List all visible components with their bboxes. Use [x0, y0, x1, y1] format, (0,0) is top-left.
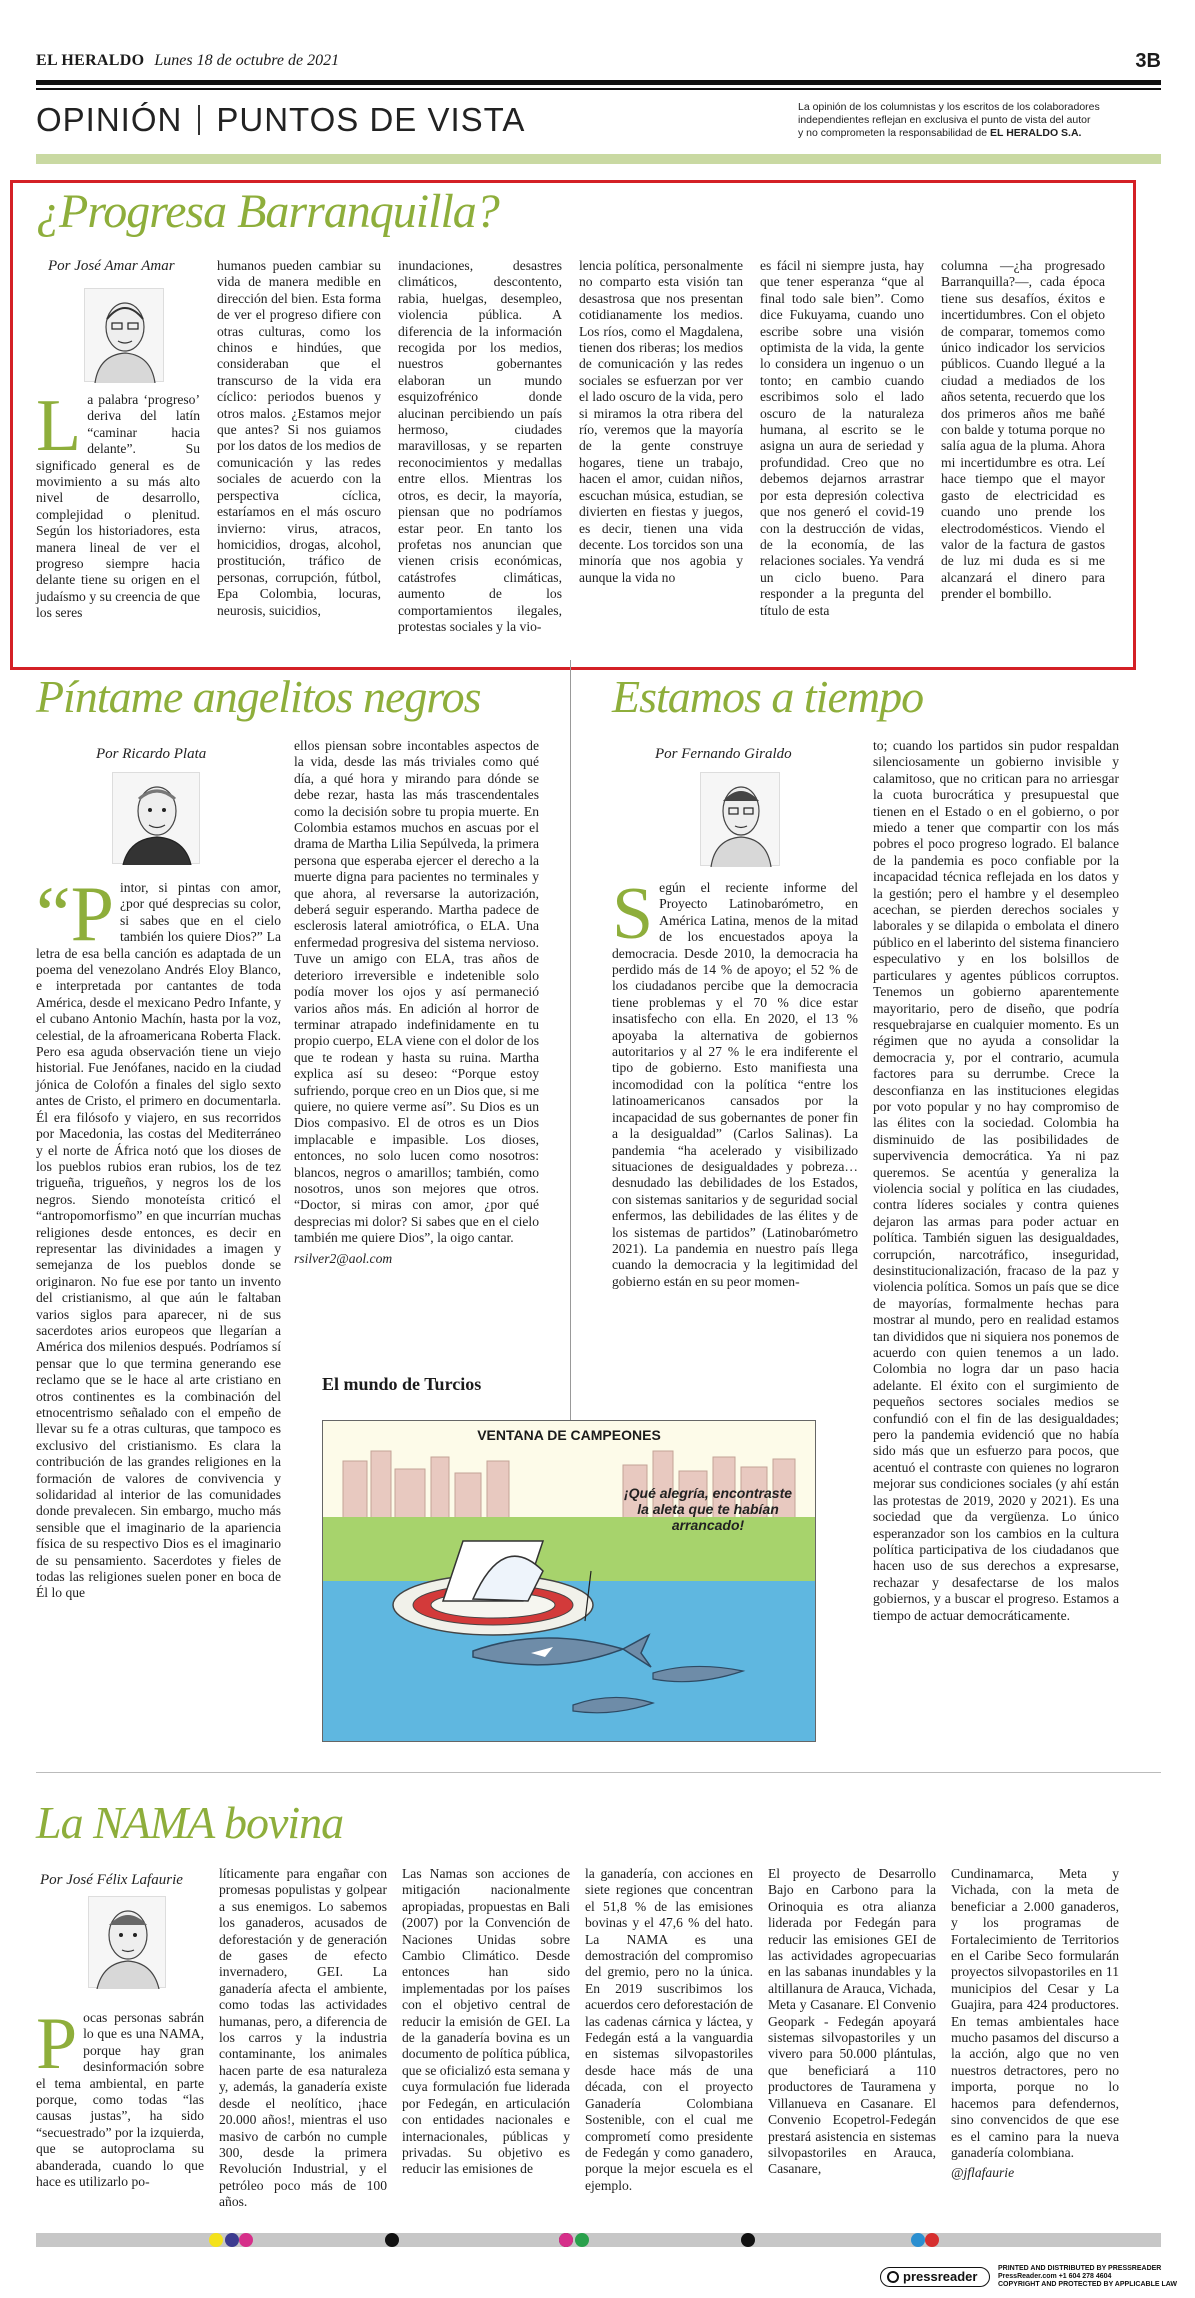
drop-cap: S: [612, 873, 654, 955]
article-column: [36, 385, 200, 622]
article-column: es fácil ni siempre justa, hay que tener esperanza “que al final todo sale bien”. Como dice Fukuyama, cuando uno escribe sobre una visión optimista de la vida, la gente lo considera un ingenuo o un tonto; en cambio cuando escribimos solo el lado oscuro de la naturaleza humana, al escrito se le asigna un aura de seriedad y profundidad. Creo que no debemos dejarnos arrastrar por esta depresión colectiva que nos generó el covid-19 con la destrucción de vidas, de la economía, de las relaciones sociales. Ya vendrá un ciclo bueno. Para responder a la pregunta del título de esta: [760, 258, 924, 618]
article-byline: Por Fernando Giraldo: [655, 746, 792, 762]
color-registration-strip: [36, 2233, 1161, 2247]
article-column: [294, 738, 539, 1267]
newspaper-brand: EL HERALDO: [36, 52, 145, 69]
drop-cap: L: [36, 385, 82, 467]
section-green-bar: [36, 154, 1161, 164]
portrait-sketch-icon: [701, 773, 781, 867]
author-portrait: [700, 772, 780, 866]
pressreader-badge: [880, 2265, 1178, 2289]
cartoon-panel-title: VENTANA DE CAMPEONES: [477, 1427, 661, 1443]
pressreader-info: [998, 2265, 1177, 2289]
drop-cap: P: [36, 2003, 78, 2085]
column-text: egún el reciente informe del Proyecto Latinobarómetro, en América Latina, menos de la mitad de los encuestados apoya la democracia. Desde 2010, la democracia ha perdido más de 14 % de apoyo; el 52 % de los ciudadanos percibe que la democracia tiene problemas y el 70 % dice estar insatisfecho con ella. En 2020, el 13 % apoyaba la alternativa de gobiernos autoritarios y al 27 % le era indiferente el tipo de gobierno. Esto manifiesta una incomodidad con la política “entre los latinoamericanos cansados por la incapacidad de sus gobernantes de poner fin a la desigualdad” (Carlos Salinas). La pandemia “ha acelerado y visibilizado situaciones de desigualdades y pobreza…desnudado las debilidades de los Estados, con sistemas sanitarios y de seguridad social enfermos, las debilidades de las élites y de los sistemas de partidos” (Latinobarómetro 2021). La pandemia en nuestro país llega cuando la democracia y la legitimidad del gobierno están en su peor momen-: [612, 880, 858, 1289]
portrait-sketch-icon: [89, 1897, 167, 1989]
pressreader-line: PRINTED AND DISTRIBUTED BY PRESSREADER: [998, 2265, 1162, 2272]
article-column: Las Namas son acciones de mitigación nacionalmente apropiadas, propuestas en Bali (2007) por la Convención de Naciones Unidas sobre Cambio Climático. Desde entonces han sido implementadas por los países con el objetivo central de reducir la emisión de GEI. La de la ganadería bovina es un documento de política pública, que se oficializó esta semana y cuya formulación fue liderada por Fedegán, en articulación con entidades nacionales e internacionales, públicas y privadas. Su objetivo es reducir las emisiones de: [402, 1866, 570, 2177]
column-text: ocas personas sabrán lo que es una NAMA, porque hay gran desinformación sobre el tema ambiental, en parte porque, como todas “las causas justas”, ha sido “secuestrado” por la izquierda, que se autoproclama su abanderada, cuando lo que hace es utilizarlo po-: [36, 2010, 204, 2190]
author-handle: @jflafaurie: [951, 2165, 1015, 2181]
header-rule-thin: [36, 88, 1161, 90]
cartoon-speech: ¡Qué alegría, encontraste la aleta que te habían arrancado!: [623, 1485, 793, 1533]
header-rule: [36, 80, 1161, 85]
author-portrait: [112, 772, 200, 864]
cartoon-panel: [322, 1420, 816, 1742]
portrait-sketch-icon: [113, 773, 201, 865]
pressreader-icon: [887, 2271, 899, 2283]
article-column: [36, 2003, 204, 2190]
article-column: inundaciones, desastres climáticos, descontento, rabia, huelgas, desempleo, violencia pública. A diferencia de la información recogida por los medios, nuestros gobernantes elaboran un mundo esquizofrénico donde alucinan percibiendo un país hermoso, ciudades maravillosas, y se reparten reconocimientos y medallas entre ellos. Mientras los otros, es decir, la mayoría, piensan que no podríamos estar peor. En tanto los profetas nos anuncian que vienen crisis económicas, catástrofes climáticas, aumento de los comportamientos ilegales, protestas sociales y la vio-: [398, 258, 562, 634]
article-column: lencia política, personalmente no comparto esta visión tan desastrosa que nos presentan cotidianamente los medios. Los ríos, como el Magdalena, tienen dos riberas; los medios de comunicación y las redes sociales se esfuerzan por ver el lado oscuro de la vida, pero si miramos la otra ribera del río, veremos que la mayoría de la gente construye hogares, tiene un trabajo, hacen el amor, cuidan niños, escuchan música, estudian, se divierten en fiestas y juegos, es decir, tienen una vida decente. Los torcidos son una minoría que nos agobia y aunque la vida no: [579, 258, 743, 585]
registration-marks-icon: [36, 2233, 1161, 2247]
masthead: [36, 52, 1161, 74]
pressreader-line: COPYRIGHT AND PROTECTED BY APPLICABLE LAW: [998, 2281, 1178, 2288]
article-column: humanos pueden cambiar su vida de manera medible en dirección del bien. Esta forma de ver el progreso difiere con otras culturas, como los chinos e hindúes, que consideraban que el transcurso de la vida era cíclico: periodos buenos y otros malos. ¿Estamos mejor que antes? Si nos guiamos por los datos de los medios de comunicación y las redes sociales de acuerdo con la perspectiva cíclica, estaríamos en el más oscuro invierno: virus, atracos, homicidios, drogas, alcohol, prostitución, tráfico de personas, corrupción, fútbol, Epa Colombia, locuras, neurosis, suicidios,: [217, 258, 381, 618]
column-text: Cundinamarca, Meta y Vichada, con la meta de beneficiar a 2.000 ganaderos, y los programas de Fortalecimiento de Territorios en el Caribe Seco formularán proyectos silvopastoriles en 11 municipios del Cesar y La Guajira, para 424 productores. En temas ambientales hace mucho pasamos del discurso a la acción, algo que no ven nuestros detractores, pero no importa, porque no lo hacemos para defendernos, sino convencidos de que ese es el camino para la nueva ganadería colombiana.: [951, 1866, 1119, 2160]
disclaimer-line: La opinión de los columnistas y los escritos de los colaboradores: [798, 101, 1100, 113]
author-email: rsilver2@aol.com: [294, 1250, 393, 1266]
article-headline: Píntame angelitos negros: [36, 671, 481, 722]
article-headline: Estamos a tiempo: [612, 671, 924, 722]
article-column: [612, 873, 858, 1290]
pressreader-line: PressReader.com +1 604 278 4604: [998, 2273, 1112, 2280]
page-number: 3B: [1135, 50, 1161, 72]
article-byline: Por José Félix Lafaurie: [40, 1872, 183, 1888]
pressreader-logo: [880, 2267, 990, 2287]
cartoon-illustration: [323, 1421, 815, 1741]
author-portrait: [88, 1896, 166, 1988]
article-byline: Por Ricardo Plata: [96, 746, 207, 762]
article-column: columna —¿ha progresado Barranquilla?—, cada época tiene sus desafíos, éxitos e incertidumbres. Con el objeto de comparar, tomemos como único indicador los servicios públicos. Cuando llegué a la ciudad a mediados de los años setenta, recuerdo que los dos primeros años me bañé con balde y totuma porque no salía agua de la pluma. Ahora mi incertidumbre es otra. Leí hace tiempo que el mayor gasto de electricidad es cuando uno prende los electrodomésticos. Viendo el valor de la factura de gastos de luz mi duda es si me alcanzará el dinero para prender el bombillo.: [941, 258, 1105, 602]
column-text: ellos piensan sobre incontables aspectos de la vida, desde las más triviales como qué día, a qué hora y mirando para dónde se debe rezar, hasta las más trascendentales como la decisión sobre tu propia muerte. En Colombia estamos muchos en ascuas por el drama de Martha Lilia Sepúlveda, la primera persona que esperaba ejercer el derecho a la muerte digna para pacientes no terminales y que ahora, al reversarse la autorización, deberá seguir esperando. Martha padece de esclerosis lateral amiotrófica, o ELA. Una enfermedad progresiva del sistema nervioso. Tuve un amigo con ELA, tras años de deterioro irreversible e indetenible solo podía mover los ojos y así permaneció varios años más. En adición al horror de terminar atrapado indefinidamente en tu propio cuerpo, ELA viene con el dolor de los que te rodean y hasta su ruina. Martha explica así su deseo: “Porque estoy sufriendo, porque creo en un Dios que, si me quiere, no quiere verme así”. Su Dios es un Dios compasivo. El de otros es un Dios implacable e impasible. Los dioses, entonces, no solo lucen como nosotros: blancos, negros o amarillos; también, como nosotros, unos son mejores que otros. “Doctor, si miras con amor, ¿por qué desprecias mi dolor? Si sabes que en el cielo también me quiere Dios”, la oigo cantar.: [294, 738, 539, 1246]
article-column: la ganadería, con acciones en siete regiones que concentran el 51,8 % de las emisiones bovinas y el 47,6 % del hato. La NAMA es una demostración del compromiso del gremio, pero no la única. En 2019 suscribimos los acuerdos cero deforestación de las cadenas cárnica y láctea, y Fedegán está a la vanguardia en sistemas silvopastoriles desde hace más de una década, con el proyecto Ganadería Colombiana Sostenible, con el cual me comprometí como presidente de Fedegán y como ganadero, porque la mejor escuela es el ejemplo.: [585, 1866, 753, 2193]
article-column: [36, 870, 281, 1602]
article-column: El proyecto de Desarrollo Bajo en Carbono para la Orinoquia es otra alianza liderada por Fedegán para reducir las emisiones GEI de las actividades agropecuarias en las sabanas inundables y la altillanura de Arauca, Vichada, Meta y Casanare. El Convenio Geopark - Fedegán apoyará sistemas silvopastoriles y un vivero para 50.000 plántulas, que beneficiará a 110 productores de Tauramena y Villanueva en Casanare. El Convenio Ecopetrol-Fedegán prestará asistencia en sistemas silvopastoriles en Arauca, Casanare,: [768, 1866, 936, 2177]
pressreader-brand: pressreader: [903, 2269, 978, 2284]
article-column: to; cuando los partidos sin pudor respaldan silenciosamente un gobierno invisible y calamitoso, que no critican para no arriesgar la cuota burocrática y presupuestal que tienen en el Estado o en el gobierno, o por miedo a tener que compartir con los más pobres el poco progreso logrado. El balance de la pandemia es poco confiable por la incapacidad técnica reflejada en los datos y la gestión; pero el hambre y el desempleo acechan, se pierden derechos sociales y laborales y se dilapida o embolata el dinero público en el laberinto del sistema financiero especulativo y en los bolsillos de particulares y agentes públicos corruptos. Tenemos un gobierno aparentemente mayoritario, pero de diseño, que podría resquebrajarse en cualquier momento. Es un régimen que no ayuda a consolidar la democracia y, por el contrario, acumula factores para su derrumbe. Crece la desconfianza en las instituciones elegidas por voto popular y no hay compromiso de las élites con la sociedad. Colombia ha disminuido de las posibilidades de supervivencia democrática. Ya ni paz queremos. Se acentúa y generaliza la violencia social y política en las ciudades, contra líderes sociales y contra quienes dejaron las armas para poder actuar en política. También siguen las desigualdades, corrupción, narcotráfico, inseguridad, desinstitucionalización, fracaso de la paz y violencia política. Somos un país que se dice de mayorías, formalmente hechas para mostrar al mundo, pero en realidad estamos tan divididos que ni siquiera nos ponemos de acuerdo con quien tenemos a un lado. Colombia no logra dar un paso hacia adelante. El éxito con el surgimiento de pequeños sectores sociales medios se confundió con el fin de las desigualdades; pero la pandemia evidenció que no había sido más que un esfuerzo para pocos, que acentuó el contraste con quienes no lograron mejorar sus condiciones sociales (y ahí están las protestas de 2019, 2020 y 2021). Es una sociedad que da vergüenza. Lo único esperanzador son los cambios en la cultura política participativa de los ciudadanos que hacen uso de sus derechos a expresarse, rechazar y desafectarse de los malos gobiernos, y a buscar el progreso. Estamos a tiempo de actuar democráticamente.: [873, 738, 1119, 1623]
disclaimer-brand: EL HERALDO S.A.: [990, 127, 1082, 139]
section-opinion: OPINIÓN: [36, 101, 183, 138]
column-text: a palabra ‘progreso’ deriva del latín “caminar hacia delante”. Su significado general es de movimiento a su más alto nivel de desarrollo, complejidad o plenitud. Según los historiadores, esta manera lineal de ver el progreso siempre hacia delante tiene su origen en el judaísmo y su creencia de que los seres: [36, 392, 200, 621]
drop-cap: “P: [36, 870, 114, 957]
section-title: [36, 100, 525, 140]
article-headline: La NAMA bovina: [36, 1797, 344, 1848]
column-text: intor, si pintas con amor, ¿por qué desprecias su color, si sabes que en el cielo también los quiere Dios?” La letra de esa bella canción es adaptada de un poema del venezolano Andrés Eloy Blanco, e interpretada por cantantes de toda América, desde el mexicano Pedro Infante, y el cubano Antonio Machín, hasta por la voz, celestial, de la afroamericana Roberta Flack. Pero esa aguda observación tiene un viejo historial. Fue Jenófanes, nacido en la ciudad jónica de Colofón a finales del siglo sexto antes de Cristo, el primero en documentarla. Él era filósofo y viajero, en sus recorridos por Macedonia, las costas del Mediterráneo y el norte de África notó que los dioses de los pueblos rubios eran rubios, los de tez trigueña, trigueños, y negros los de los negros. Siendo monoteísta criticó el “antropomorfismo” en que incurrían muchas religiones desde entonces, es decir en representar las divinidades a imagen y semejanza de los pueblos donde se originaron. No fue ese por tanto un invento del cristianismo, al que aún le faltaban varios siglos para aparecer, ni de sus sacerdotes arios europeos que llegarían a América dos milenios después. Podríamos sí pensar que lo que termina generando ese reclamo que se le hace al arte cristiano en otros continentes es la combinación del etnocentrismo señalado con el empeño de llevar su fe a otras culturas, que tampoco es exclusivo del cristianismo. Es clara la contribución de las grandes religiones en la formación de valores de convivencia y solidaridad al interior de las comunidades donde prevalecen. Sin embargo, mucho más sensible que el imaginario de la apariencia física de su respectivo Dios es el imaginario de su pensamiento. Sacerdotes y fieles de todas las religiones suelen poner en boca de Él lo que: [36, 880, 281, 1601]
article-byline: Por José Amar Amar: [48, 258, 175, 274]
disclaimer: [798, 101, 1161, 140]
portrait-sketch-icon: [85, 289, 165, 383]
article-column: líticamente para engañar con promesas populistas y golpear a sus enemigos. Lo sabemos los ganaderos, acusados de deforestación y de generación de gases de efecto invernadero, GEI. La ganadería afecta el ambiente, como todas las actividades humanas, pero, a diferencia de los carros y la industria contaminante, los animales hacen parte de esa naturaleza y, además, la ganadería existe desde el neolítico, ¡hace 20.000 años!, mientras el uso masivo de carbón no cumple 300, desde la primera Revolución Industrial, y el petróleo poco más de 100 años.: [219, 1866, 387, 2210]
disclaimer-line: independientes reflejan en exclusiva el punto de vista del autor: [798, 114, 1091, 126]
issue-date: Lunes 18 de octubre de 2021: [154, 52, 340, 69]
article-column: [951, 1866, 1119, 2182]
section-divider: [198, 105, 200, 135]
disclaimer-line: y no comprometen la responsabilidad de EL HERALDO S.A.: [798, 127, 1082, 139]
cartoon-section-title: El mundo de Turcios: [322, 1374, 482, 1394]
author-portrait: [84, 288, 164, 382]
section-puntos: PUNTOS DE VISTA: [216, 101, 526, 138]
section-divider: [36, 1772, 1161, 1773]
article-headline: ¿Progresa Barranquilla?: [36, 185, 499, 238]
